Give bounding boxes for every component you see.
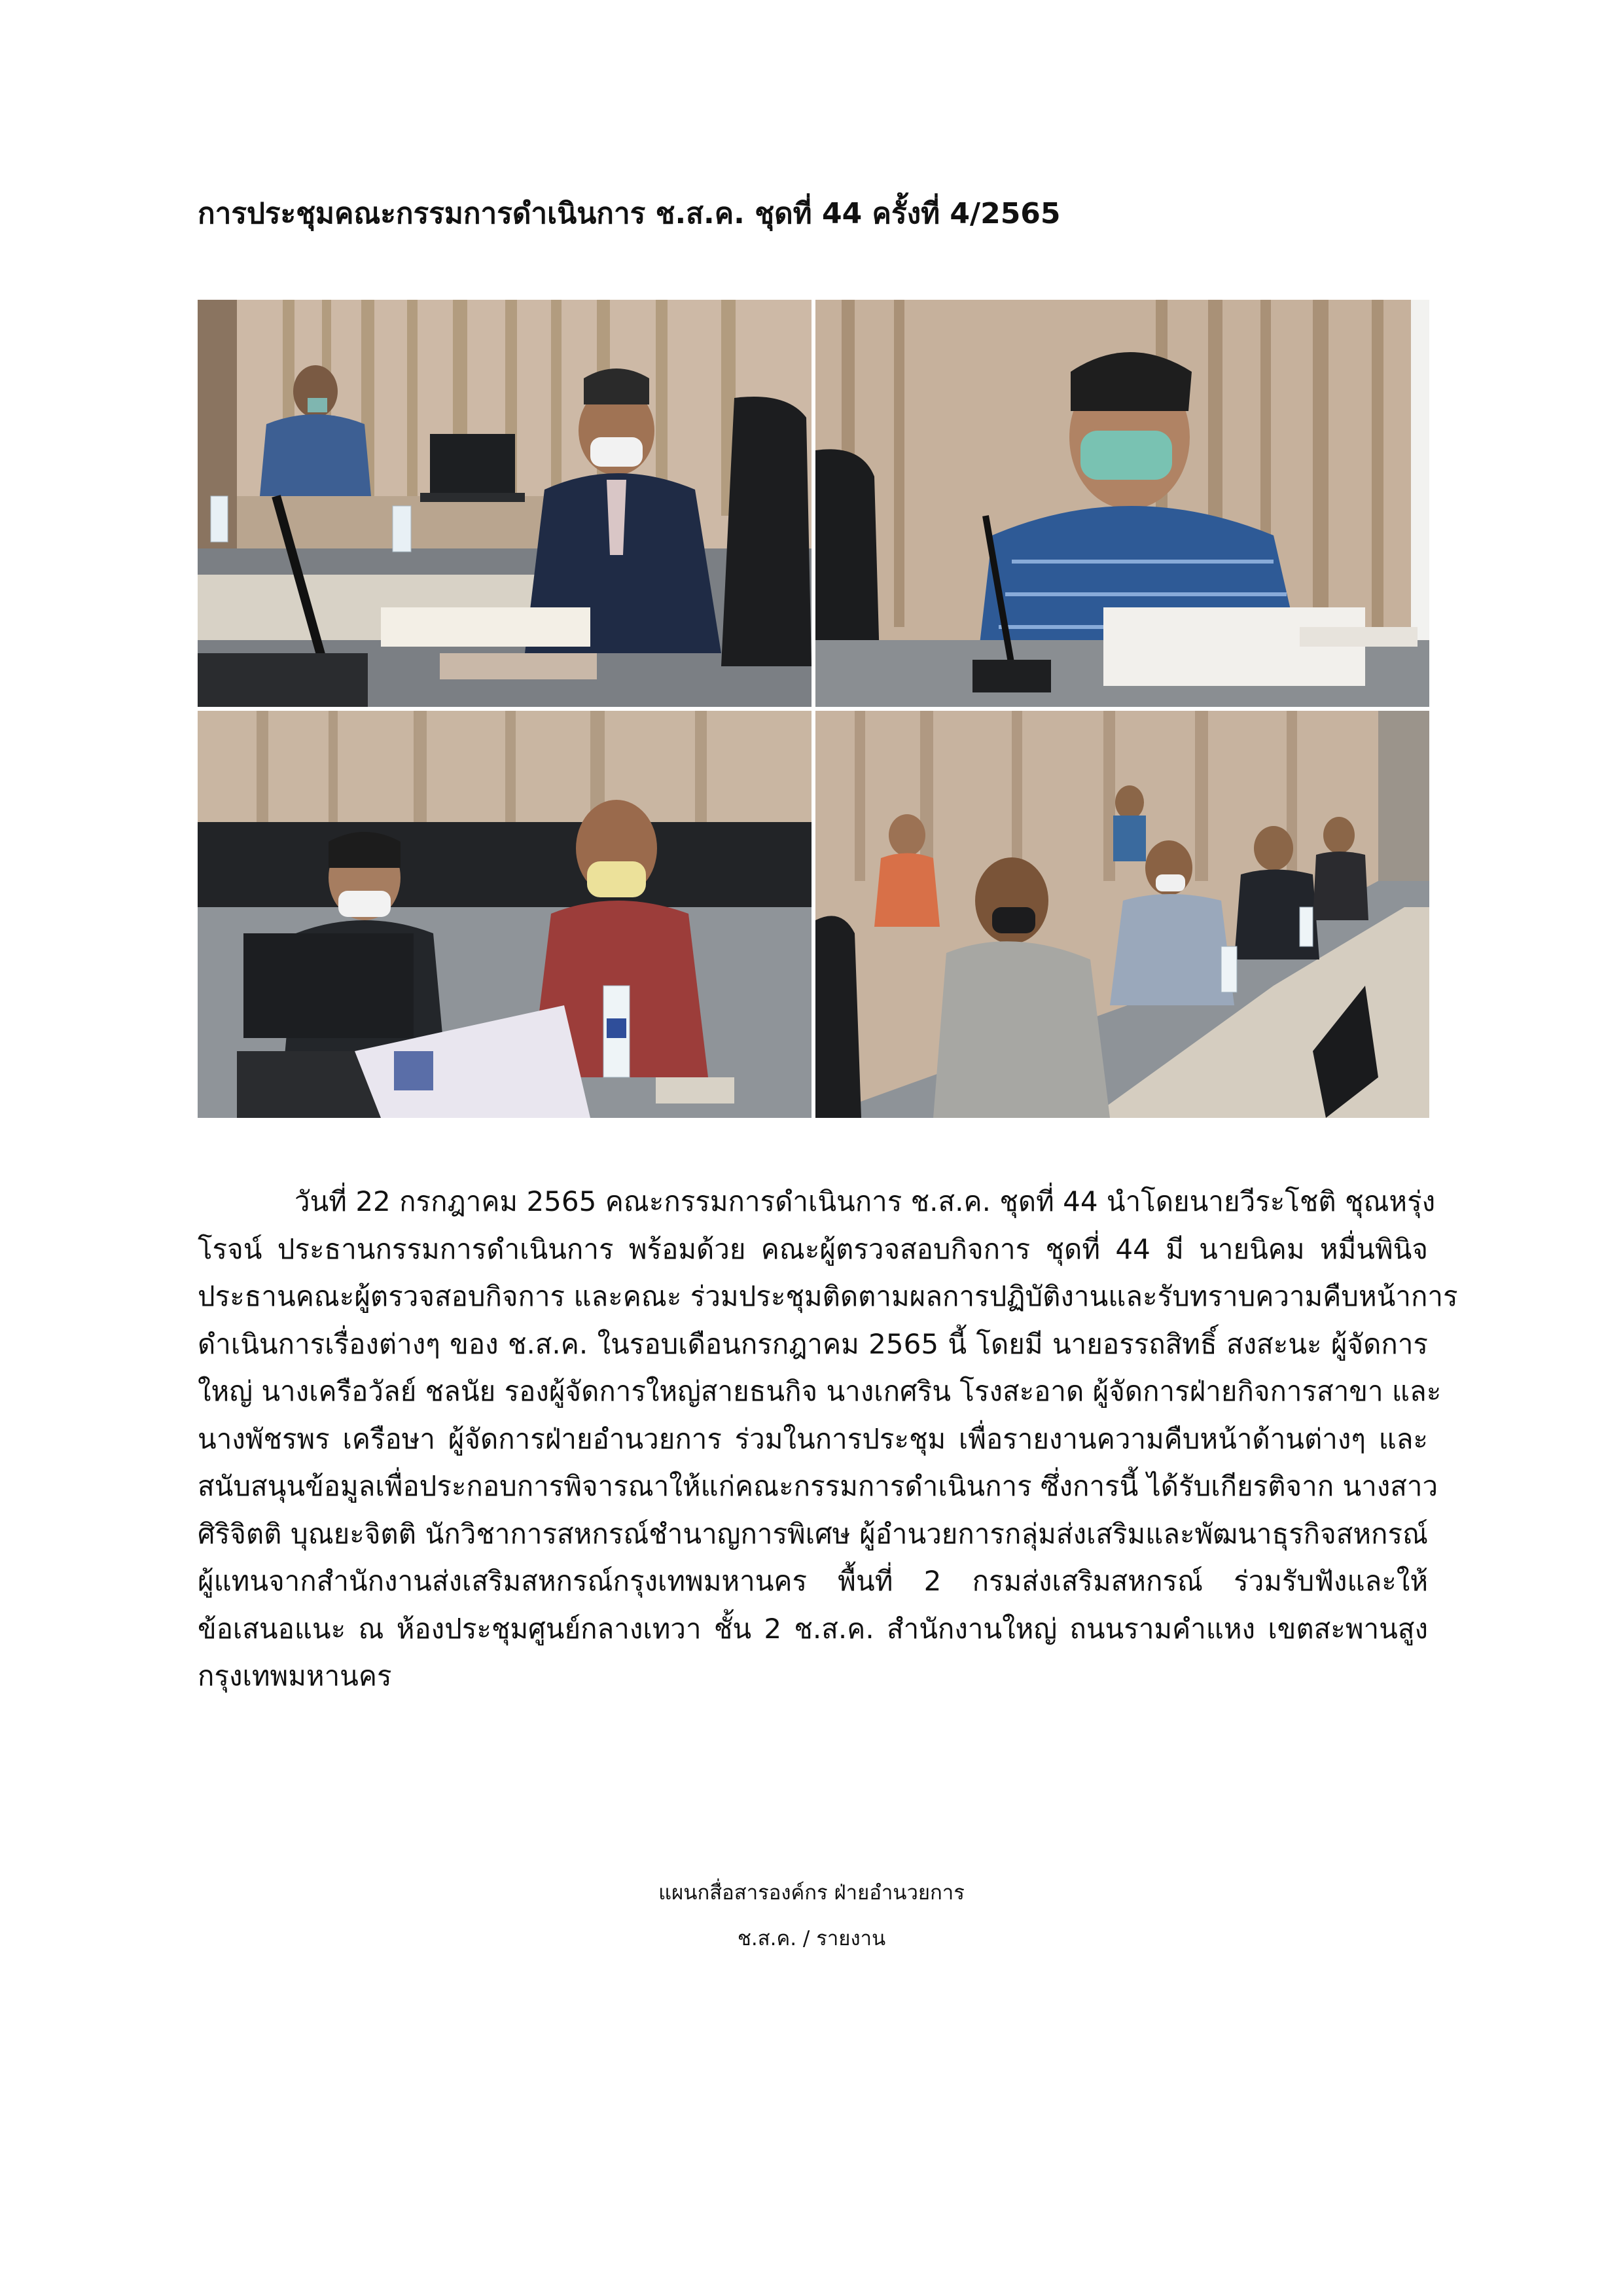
meeting-photo-1	[198, 300, 812, 707]
body-line: โรจน์ ประธานกรรมการดำเนินการ พร้อมด้วย คณะผู้ตรวจสอบกิจการ ชุดที่ 44 มี นายนิคม หมื่นพินิจ	[198, 1232, 1428, 1265]
body-line: นางพัชรพร เครือษา ผู้จัดการฝ่ายอำนวยการ ร่วมในการประชุม เพื่อรายงานความคืบหน้าด้านต่างๆ และ	[198, 1422, 1428, 1455]
meeting-photo-4	[815, 711, 1429, 1118]
footer-report-credit: ช.ส.ค. / รายงาน	[737, 1927, 886, 1950]
body-line: ศิริจิตติ บุณยะจิตติ นักวิชาการสหกรณ์ชำนาญการพิเศษ ผู้อำนวยการกลุ่มส่งเสริมและพัฒนาธุรกิจสหกรณ์	[198, 1517, 1428, 1550]
body-line: ข้อเสนอแนะ ณ ห้องประชุมศูนย์กลางเทวา ชั้น 2 ช.ส.ค. สำนักงานใหญ่ ถนนรามคำแหง เขตสะพานสูง	[198, 1612, 1428, 1645]
body-line: ผู้แทนจากสำนักงานส่งเสริมสหกรณ์กรุงเทพมหานคร พื้นที่ 2 กรมส่งเสริมสหกรณ์ ร่วมรับฟังและให้	[198, 1565, 1428, 1597]
body-line: ดำเนินการเรื่องต่างๆ ของ ช.ส.ค. ในรอบเดือนกรกฎาคม 2565 นี้ โดยมี นายอรรถสิทธิ์ สงสะนะ ผู้จัดการ	[198, 1327, 1428, 1360]
meeting-photo-2	[815, 300, 1429, 707]
meeting-photo-3	[198, 711, 812, 1118]
page-title: การประชุมคณะกรรมการดำเนินการ ช.ส.ค. ชุดที่ 44 ครั้งที่ 4/2565	[198, 197, 1061, 230]
body-line: ประธานคณะผู้ตรวจสอบกิจการ และคณะ ร่วมประชุมติดตามผลการปฏิบัติงานและรับทราบความคืบหน้าการ	[198, 1280, 1458, 1312]
body-line: กรุงเทพมหานคร	[198, 1660, 392, 1692]
body-line: วันที่ 22 กรกฎาคม 2565 คณะกรรมการดำเนินการ ช.ส.ค. ชุดที่ 44 นำโดยนายวีระโชติ ชุณหรุ่ง	[294, 1185, 1436, 1217]
body-line: ใหญ่ นางเครือวัลย์ ชลนัย รองผู้จัดการใหญ่สายธนกิจ นางเกศริน โรงสะอาด ผู้จัดการฝ่ายกิจการสาขา และ	[198, 1375, 1442, 1407]
footer-department: แผนกสื่อสารองค์กร ฝ่ายอำนวยการ	[658, 1881, 965, 1905]
photo-collage	[198, 300, 1429, 1118]
body-line: สนับสนุนข้อมูลเพื่อประกอบการพิจารณาให้แก่คณะกรรมการดำเนินการ ซึ่งการนี้ ได้รับเกียรติจาก นางสาว	[198, 1470, 1438, 1502]
article-body	[198, 1178, 1458, 1700]
